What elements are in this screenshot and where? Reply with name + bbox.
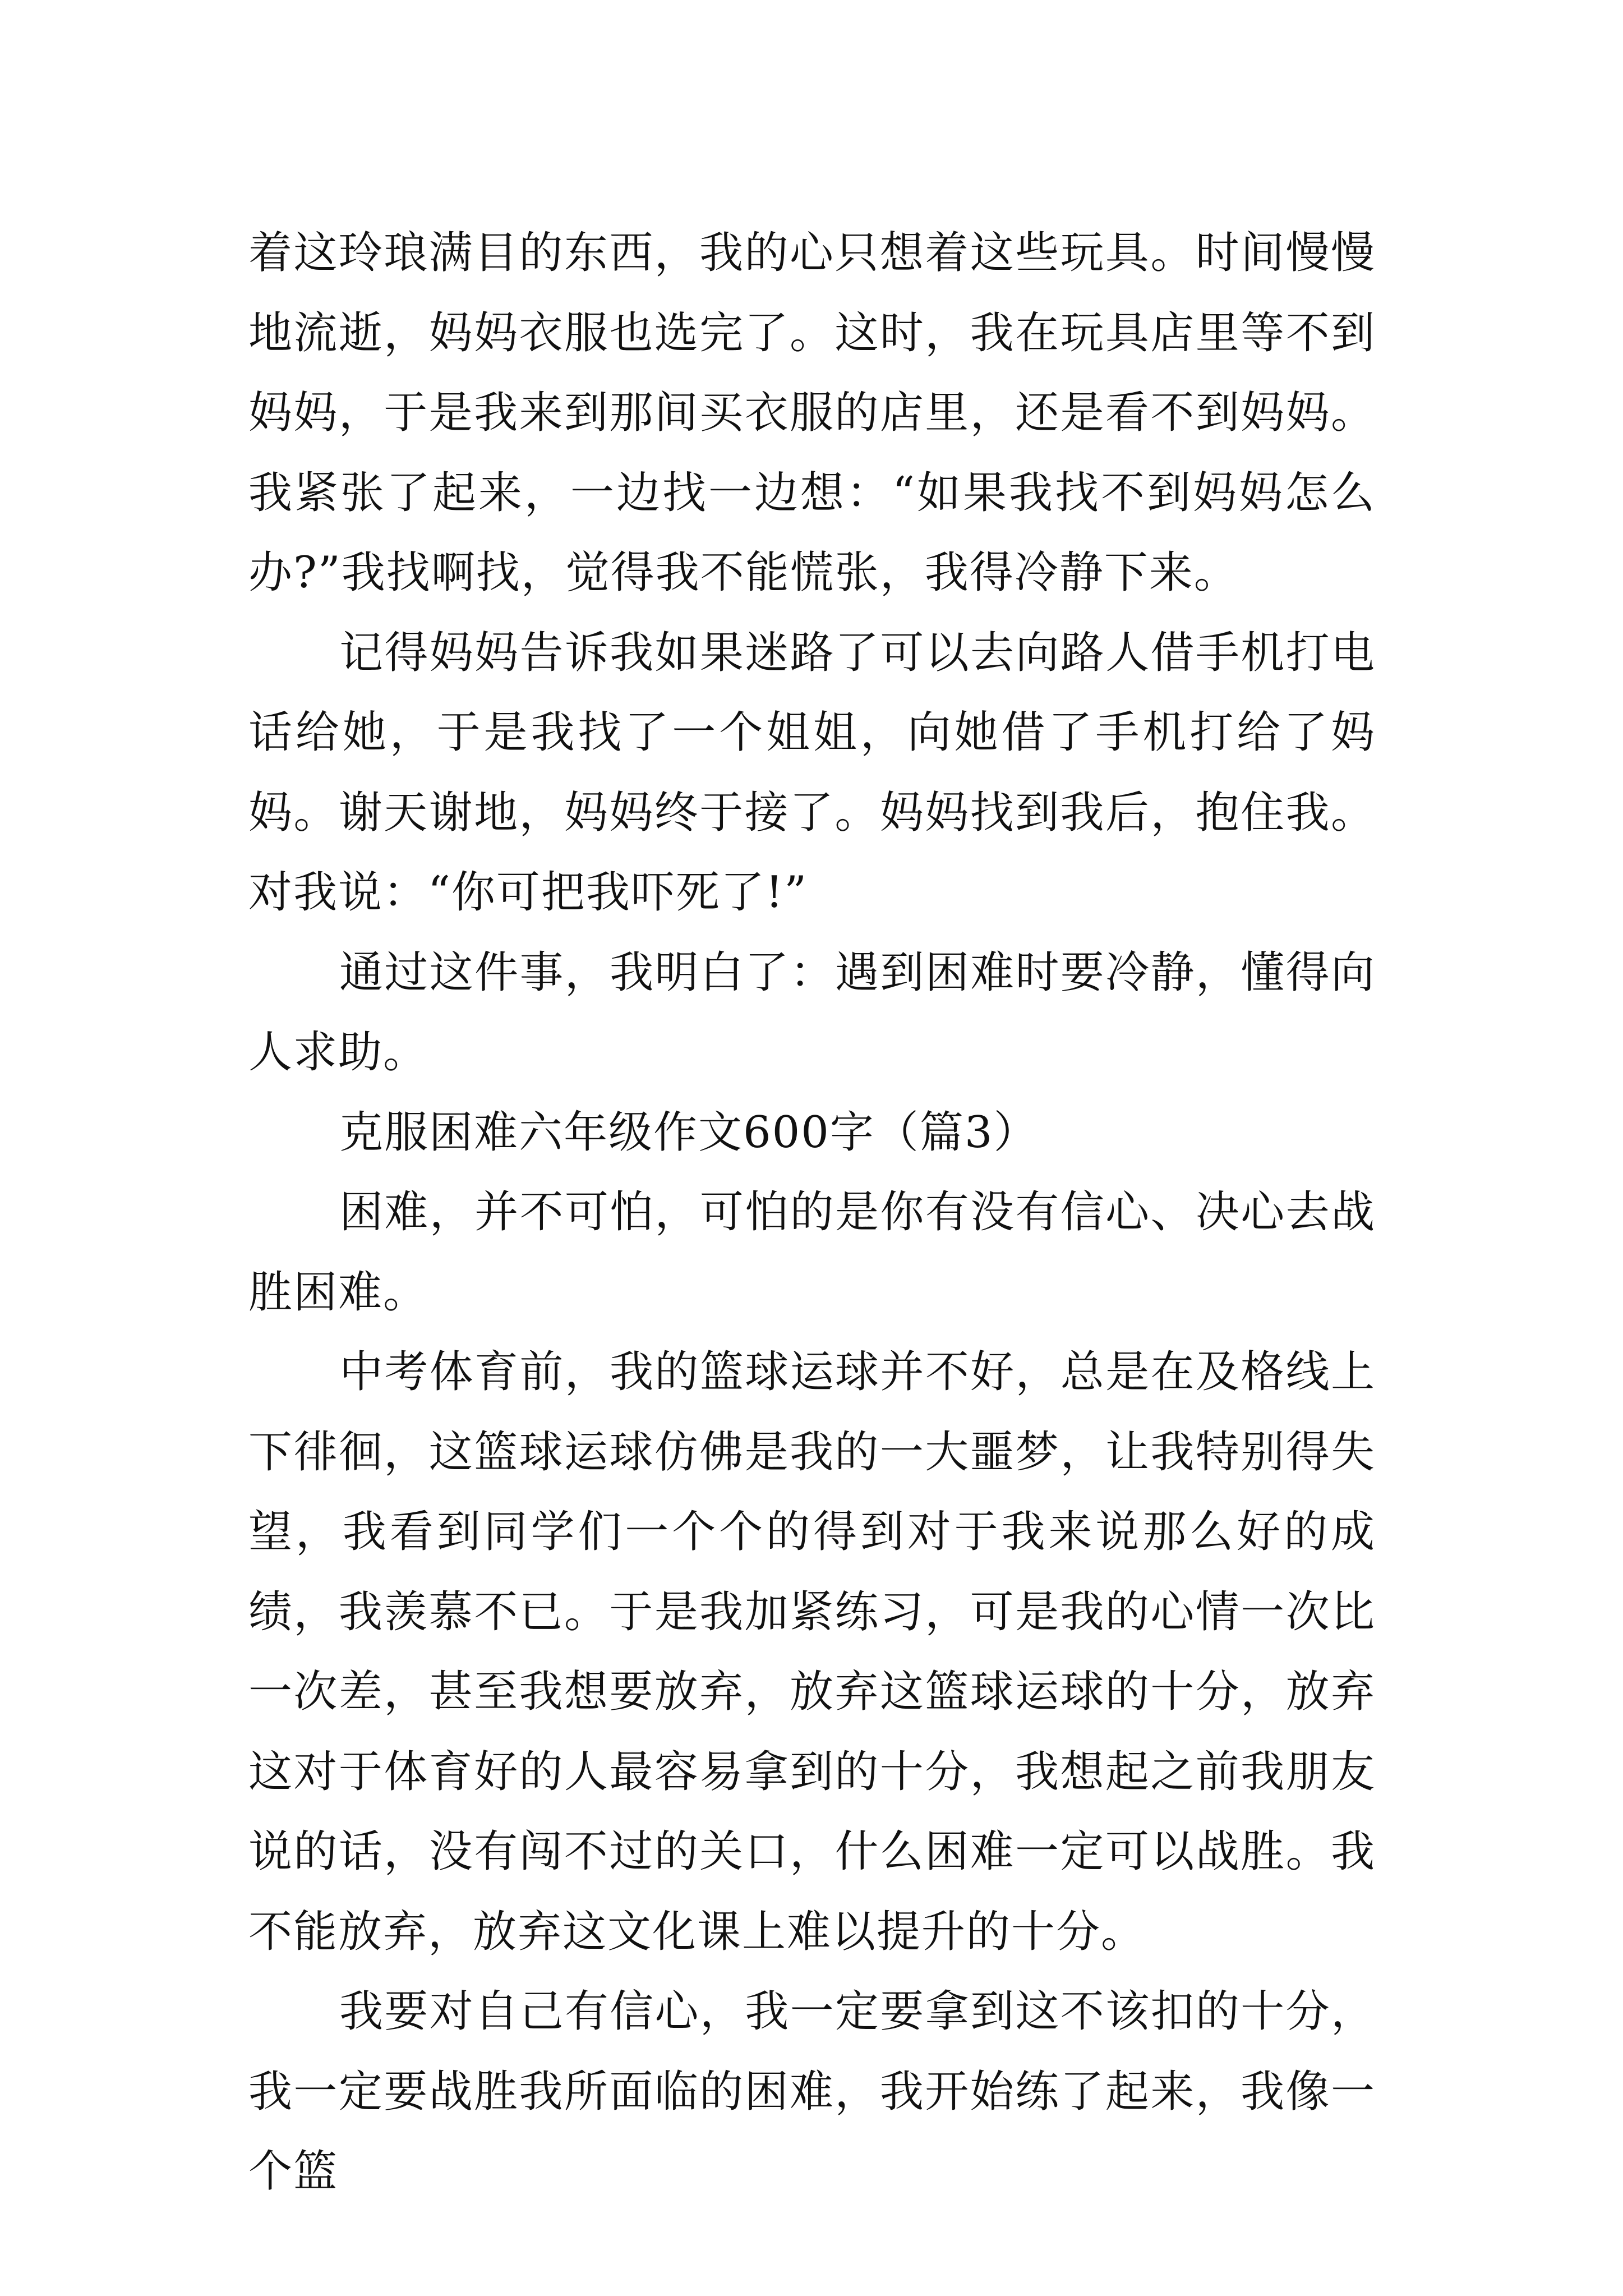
section-heading: 克服困难六年级作文600字（篇3） [339, 1107, 1039, 1158]
paragraph-continued: 着这玲琅满目的东西，我的心只想着这些玩具。时间慢慢地流逝，妈妈衣服也选完了。这时，我在玩具店里等不到妈妈，于是我来到那间买衣服的店里，还是看不到妈妈。我紧张了起来，一边找一边想：“如果我找不到妈妈怎么办?”我找啊找，觉得我不能慌张，我得冷静下来。 [248, 228, 1376, 598]
article-body [248, 213, 1376, 2212]
paragraph: 困难，并不可怕，可怕的是你有没有信心、决心去战胜困难。 [248, 1187, 1376, 1318]
paragraph: 中考体育前，我的篮球运球并不好，总是在及格线上下徘徊，这篮球运球仿佛是我的一大噩梦，让我特别得失望，我看到同学们一个个的得到对于我来说那么好的成绩，我羡慕不已。于是我加紧练习，可是我的心情一次比一次差，甚至我想要放弃，放弃这篮球运球的十分，放弃这对于体育好的人最容易拿到的十分，我想起之前我朋友说的话，没有闯不过的关口，什么困难一定可以战胜。我不能放弃，放弃这文化课上难以提升的十分。 [248, 1347, 1376, 1957]
paragraph: 我要对自己有信心，我一定要拿到这不该扣的十分，我一定要战胜我所面临的困难，我开始练了起来，我像一个篮 [248, 1986, 1376, 2197]
paragraph: 通过这件事，我明白了：遇到困难时要冷静，懂得向人求助。 [248, 947, 1376, 1078]
paragraph: 记得妈妈告诉我如果迷路了可以去向路人借手机打电话给她，于是我找了一个姐姐，向她借了手机打给了妈妈。谢天谢地，妈妈终于接了。妈妈找到我后，抱住我。对我说：“你可把我吓死了!” [248, 627, 1376, 918]
